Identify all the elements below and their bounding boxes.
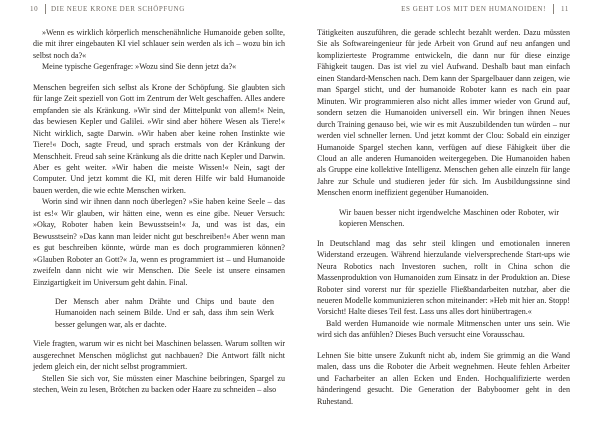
paragraph: Viele fragten, warum wir es nicht bei Maschinen belassen. Warum sollten wir ausgerechnet Menschen möglichst gut nachbauen? Die Antwort fällt nicht jedem gleich ein, der nicht selbst programmiert. (33, 339, 285, 372)
paragraph: Meine typische Gegenfrage: »Wozu sind Sie denn jetzt da?« (42, 62, 237, 72)
right-running-head: ES GEHT LOS MIT DEN HUMANOIDEN! (401, 5, 546, 13)
paragraph: Menschen begreifen sich selbst als Krone der Schöpfung. Sie glaubten sich für lange Zeit speziell von Gott im Zentrum der Welt geschaffen. Alles andere empfanden sie als Kränkung. »Wir sind der Mittelpunkt von allem!« Nein, das bewiesen Kepler und Galilei. »Wir sind aber höhere Wesen als Tiere!« Nicht wirklich, sagte Darwin. »Wir haben aber keine rohen Instinkte wie Tiere!« Doch, sagte Freud, und sprach erstmals von der Kränkung der Menschheit. Freud sah seine Kränkung als die dritte nach Kepler und Darwin. Aber es geht weiter. »Wir haben die meiste Wissen!« Nein, sagt der Computer. Und jetzt kommt die KI, mit deren Hilfe wir bald Humanoide bauen werden, die wie echte Menschen wirken. (33, 82, 285, 195)
pull-quote-text: Wir bauen besser nicht irgendwelche Maschinen oder Roboter, wir kopieren Menschen. (339, 207, 559, 229)
right-page-number: 11 (561, 5, 569, 13)
paragraph: »Wenn es wirklich körperlich menschenähnliche Humanoide geben sollte, die mit ihrer eingebauten KI viel schlauer sein werden als ich – wozu bin ich selbst noch da?« (33, 28, 285, 60)
pull-quote-text: Der Mensch aber nahm Drähte und Chips und baute den Humanoiden nach seinem Bilde. Und er sah, dass ihm sein Werk besser gelungen war, als er dachte. (55, 296, 274, 329)
right-running-header (317, 5, 570, 17)
left-page (30, 0, 285, 445)
left-running-head: DIE NEUE KRONE DER SCHÖPFUNG (51, 5, 185, 13)
right-page-body (317, 27, 570, 407)
paragraph: In Deutschland mag das sehr steil klingen und emotionalen inneren Widerstand erzeugen. Während hierzulande vielversprechende Start-ups wie Neura Robotics nach Investoren suchen, rollt in China schon die Massenproduktion von Humanoiden zum Einsatz in der Produktion an. Diese Roboter sind vorerst nur für spezielle Fließbandarbeiten nutzbar, aber die neueren Modelle kommunizieren schon miteinander: »Heb mit hier an. Stopp! Vorsicht! Halte dieses Teil fest. Lass uns alles dort hinübertragen.« (317, 238, 570, 317)
pull-quote (33, 296, 285, 330)
header-divider (553, 4, 554, 14)
right-page (317, 0, 570, 445)
pull-quote (317, 207, 570, 230)
paragraph: Worin sind wir ihnen dann noch überlegen? »Sie haben keine Seele – das ist es!« Wir glauben, wir hätten eine, wenn es eine gibe. Neuer Versuch: »Okay, Roboter haben kein Bewusstsein!« Ja, und was ist das, ein Bewusstsein? »Das kann man leider nicht gut beschreiben!« Aber wenn man es gut beschreiben könnte, würde man es doch programmieren können? »Glauben Roboter an Gott?« Ja, wenn es programmiert ist – und Humanoide zweifeln dann nicht wie wir Menschen. Die Seele ist unsere einsamen Einzigartigkeit im Universum geht dahin. Final. (33, 197, 285, 287)
left-page-number: 10 (30, 5, 39, 13)
paragraph: Lehnen Sie bitte unsere Zukunft nicht ab, indem Sie grimmig an die Wand malen, dass uns die Roboter die Arbeit wegnehmen. Heute fehlen Arbeiter und Facharbeiter an allen Ecken und Enden. Hochqualifizierte werden händeringend gesucht. Die Generation der Babyboomer geht in den Ruhestand. (317, 350, 570, 406)
paragraph: Tätigkeiten auszuführen, die gerade schlecht bezahlt werden. Dazu müssten Sie als Softwareingenieur für jede Arbeit von Grund auf neu anfangen und komplizierteste Programme entwickeln, die dann nur für diese einzige Fähigkeit taugen. Das ist viel zu viel Aufwand. Deshalb baut man einfach einen Standard-Menschen nach. Dem kann der Spargelbauer dann zeigen, wie man Spargel sticht, und der humanoide Roboter kann es nach ein paar Minuten. Wir programmieren also nicht alles immer wieder von Grund auf, sondern setzen die Humanoiden universell ein. Wir bringen ihnen Neues durch Training genauso bei, wie wir es mit Auszubildenden tun würden – nur werden viel schneller lernen. Und jetzt kommt der Clou: Sobald ein einziger Humanoide Spargel stechen kann, verfügen auf diese Fähigkeit über die Cloud an alle anderen Humanoiden weitergegeben. Die Humanoiden haben als Gruppe eine kollektive Intelligenz. Menschen gehen alle einzeln für lange Jahre zur Schule und studieren jeder für sich. Im Ausbildungssinne sind Menschen enorm ineffizient gegenüber Humanoiden. (317, 28, 570, 198)
left-page-body (33, 27, 285, 396)
header-divider (45, 4, 46, 14)
paragraph: Bald werden Humanoide wie normale Mitmenschen unter uns sein. Wie wird sich das anfühlen? Dieses Buch versucht eine Vorausschau. (317, 318, 570, 340)
paragraph: Stellen Sie sich vor, Sie müssten einer Maschine beibringen, Spargel zu stechen, Wein zu lesen, Brötchen zu backen oder Haare zu schneiden – also (33, 373, 285, 395)
left-running-header (30, 5, 285, 17)
